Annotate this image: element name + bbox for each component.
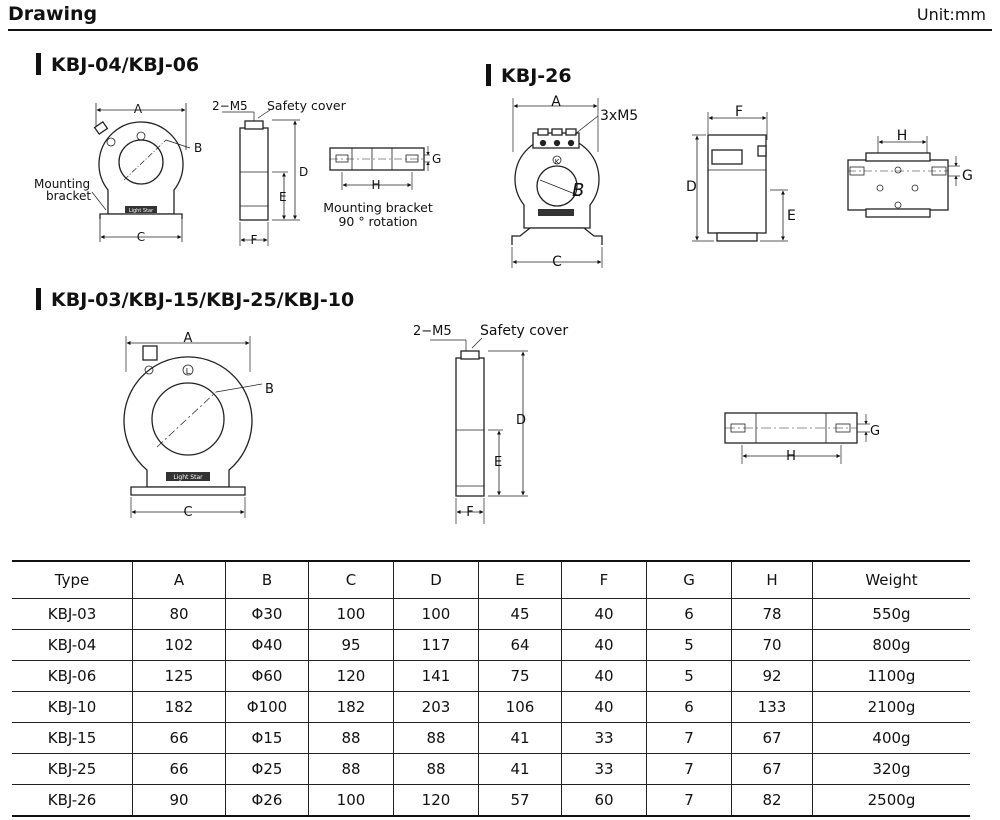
kbj03-dim-g-label: G	[870, 424, 881, 439]
column-header: G	[647, 561, 732, 599]
table-row	[12, 692, 970, 723]
table-cell: 100	[309, 785, 394, 817]
table-cell: 80	[133, 599, 226, 630]
kbj26-dim-a-label: A	[551, 94, 561, 110]
dim-c-label: C	[136, 230, 146, 244]
column-header: Type	[12, 561, 133, 599]
table-cell: 92	[732, 661, 813, 692]
kbj26-dim-f-label: F	[734, 104, 744, 120]
dim-d-label: D	[299, 165, 309, 179]
kbj03-dim-b-label: B	[265, 382, 274, 397]
table-cell: 2500g	[813, 785, 971, 817]
kbj03-side-view	[430, 338, 528, 524]
column-header: Weight	[813, 561, 971, 599]
two-m5-label: 2−M5	[212, 99, 248, 113]
table-cell: 320g	[813, 754, 971, 785]
kbj26-dim-e-label: E	[787, 208, 796, 224]
table-cell: 6	[647, 692, 732, 723]
table-cell: KBJ-26	[12, 785, 133, 817]
table-cell: 125	[133, 661, 226, 692]
table-cell: 33	[562, 723, 647, 754]
kbj03-front-view	[124, 336, 262, 518]
three-m5-label: 3xM5	[600, 108, 639, 124]
kbj03-dim-a-label: A	[183, 331, 193, 346]
table-cell: 400g	[813, 723, 971, 754]
table-cell: 40	[562, 692, 647, 723]
kbj03-logo-text: Light Star	[173, 474, 203, 481]
table-cell: 67	[732, 754, 813, 785]
table-cell: 182	[133, 692, 226, 723]
table-cell: 66	[133, 723, 226, 754]
kbj26-dim-d-label: D	[686, 179, 697, 195]
column-header: B	[226, 561, 309, 599]
table-cell: 2100g	[813, 692, 971, 723]
table-cell: 66	[133, 754, 226, 785]
table-cell: 70	[732, 630, 813, 661]
column-header: H	[732, 561, 813, 599]
table-cell: Φ60	[226, 661, 309, 692]
table-cell: 41	[479, 754, 562, 785]
table-cell: 88	[309, 754, 394, 785]
kbj03-dim-h-label: H	[786, 449, 796, 464]
table-cell: 5	[647, 630, 732, 661]
table-cell: 88	[394, 754, 479, 785]
kbj26-side-view	[692, 112, 788, 241]
table-cell: 7	[647, 754, 732, 785]
table-cell: 33	[562, 754, 647, 785]
kbj26-bracket-view	[848, 136, 960, 217]
table-row	[12, 599, 970, 630]
table-cell: 5	[647, 661, 732, 692]
kbj26-dim-g-label: G	[962, 168, 973, 184]
table-cell: 41	[479, 723, 562, 754]
table-cell: Φ15	[226, 723, 309, 754]
table-cell: 120	[309, 661, 394, 692]
table-cell: 182	[309, 692, 394, 723]
table-cell: Φ25	[226, 754, 309, 785]
table-row	[12, 723, 970, 754]
table-cell: 203	[394, 692, 479, 723]
column-header: C	[309, 561, 394, 599]
table-cell: 40	[562, 599, 647, 630]
table-cell: KBJ-04	[12, 630, 133, 661]
table-cell: 90	[133, 785, 226, 817]
table-cell: 45	[479, 599, 562, 630]
bracket-note-1: Mounting bracket	[323, 200, 433, 215]
table-cell: KBJ-10	[12, 692, 133, 723]
table-cell: 82	[732, 785, 813, 817]
mounting-label-1: Mounting	[34, 177, 91, 191]
kbj03-dim-c-label: C	[183, 505, 193, 520]
section-title-text: KBJ-26	[501, 65, 572, 87]
terminal-k-label: K	[554, 158, 560, 166]
column-header: E	[479, 561, 562, 599]
table-cell: 64	[479, 630, 562, 661]
table-row	[12, 630, 970, 661]
kbj04-side-view	[222, 110, 300, 246]
table-cell: 1100g	[813, 661, 971, 692]
table-cell: 67	[732, 723, 813, 754]
dim-b-label: B	[194, 141, 203, 155]
kbj03-bracket-view	[725, 413, 870, 464]
dim-e-label: E	[279, 190, 287, 204]
table-cell: Φ26	[226, 785, 309, 817]
page-title: Drawing	[8, 3, 98, 25]
table-cell: KBJ-15	[12, 723, 133, 754]
kbj04-front-view	[92, 103, 190, 242]
table-cell: KBJ-25	[12, 754, 133, 785]
table-cell: 100	[309, 599, 394, 630]
table-cell: 40	[562, 630, 647, 661]
table-cell: KBJ-03	[12, 599, 133, 630]
dim-f-label: F	[250, 233, 258, 247]
kbj03-dim-d-label: D	[516, 413, 527, 428]
table-cell: Φ30	[226, 599, 309, 630]
table-cell: Φ100	[226, 692, 309, 723]
kbj03-dim-f-label: F	[466, 505, 474, 520]
table-cell: 6	[647, 599, 732, 630]
table-cell: 7	[647, 723, 732, 754]
table-cell: 78	[732, 599, 813, 630]
table-cell: Φ40	[226, 630, 309, 661]
table-row	[12, 785, 970, 817]
table-cell: 95	[309, 630, 394, 661]
table-cell: 88	[309, 723, 394, 754]
kbj03-dim-e-label: E	[494, 455, 503, 470]
kbj26-dim-b-label: B	[572, 180, 585, 201]
table-cell: 60	[562, 785, 647, 817]
table-row	[12, 754, 970, 785]
section-title-text: KBJ-04/KBJ-06	[51, 54, 200, 76]
table-cell: 102	[133, 630, 226, 661]
logo-text: Light Star	[128, 208, 154, 214]
table-cell: 75	[479, 661, 562, 692]
column-header: F	[562, 561, 647, 599]
table-cell: 117	[394, 630, 479, 661]
spec-table	[12, 560, 970, 817]
table-cell: 800g	[813, 630, 971, 661]
table-cell: 133	[732, 692, 813, 723]
kbj26-front-view	[512, 98, 602, 268]
table-header-row	[12, 561, 970, 599]
kbj26-dim-h-label: H	[896, 128, 908, 144]
table-cell: 7	[647, 785, 732, 817]
table-cell: 100	[394, 599, 479, 630]
kbj03-safety-cover-label: Safety cover	[480, 323, 569, 339]
table-cell: 88	[394, 723, 479, 754]
safety-cover-label: Safety cover	[267, 98, 346, 113]
dim-h-label: H	[371, 178, 381, 192]
table-cell: 120	[394, 785, 479, 817]
column-header: D	[394, 561, 479, 599]
table-cell: 550g	[813, 599, 971, 630]
unit-note: Unit:mm	[916, 5, 986, 24]
section-title-text: KBJ-03/KBJ-15/KBJ-25/KBJ-10	[51, 289, 355, 311]
bracket-note-2: 90 ° rotation	[338, 214, 418, 229]
dim-g-label: G	[432, 152, 442, 166]
table-cell: 141	[394, 661, 479, 692]
table-cell: 106	[479, 692, 562, 723]
table-cell: KBJ-06	[12, 661, 133, 692]
column-header: A	[133, 561, 226, 599]
kbj03-two-m5-label: 2−M5	[413, 324, 452, 339]
table-cell: 40	[562, 661, 647, 692]
table-cell: 57	[479, 785, 562, 817]
mounting-label-2: bracket	[46, 189, 92, 203]
kbj26-dim-c-label: C	[552, 254, 562, 270]
dim-a-label: A	[133, 102, 143, 116]
terminal-l-label: L	[185, 367, 191, 376]
table-row	[12, 661, 970, 692]
